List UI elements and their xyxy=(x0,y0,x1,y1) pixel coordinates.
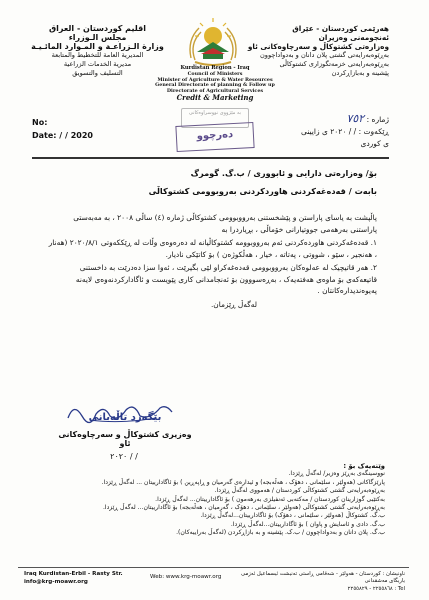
signatory-title: وەزیری کشتوکاڵ و سەرچاوەکانی ئاو xyxy=(58,430,192,448)
ku-no-label: ژمارە : xyxy=(366,115,389,124)
ku-date-value: / / ٢٠٢٠ ی زایینی xyxy=(301,127,357,136)
cc-heading: وێنەیەک بۆ : xyxy=(343,462,385,470)
header-en-line: Minister of Agriculture & Water Resources xyxy=(157,76,273,83)
cc-item: پارێزگاکانی (هەولێر ، سلێمانی ، دهۆک ، هەڵەبجە) و ئیدارەی گەرمیان و ڕاپەڕین ) بۆ ئاگادارییتان ... لەگەڵ ڕێزدا. xyxy=(101,478,385,486)
footer-line: info@krg-moawr.org xyxy=(24,578,88,585)
header-kurdish xyxy=(239,24,389,78)
header-en-line: Kurdistan Region - Iraq xyxy=(180,65,250,71)
ku-no-value: ٧٥٢ xyxy=(346,112,365,125)
footer-address-en xyxy=(24,571,123,586)
header-ku-line: ئەنجومەنی وەزیران xyxy=(318,33,389,42)
date-value: / / 2020 xyxy=(59,131,93,140)
kurdistan-region-emblem-icon xyxy=(183,14,243,68)
letter-body xyxy=(47,212,377,312)
date-label: Date: xyxy=(32,131,57,140)
header-ku-line: پێشینە و بەبازاڕکردن xyxy=(331,69,389,77)
body-paragraph: پاڵپشت بە یاسای پاراستن و پێشخستنی بەرووبوومی کشتوکاڵی ژمارە (٤) ساڵی ٢٠٠٨ ، بە مەبەستی پاراستنی بەرهەمی جووتیارانی خۆماڵی ، بڕیاردرا بە xyxy=(73,213,377,234)
reference-block-ku xyxy=(301,113,389,150)
cc-item: بەکتێبی گوزارینان کوردستان / مەکتەبی ئەنفیلزی بەرهەمون ) بۆ ئاگادارییتان... لەگەڵ ڕێزدا. xyxy=(155,495,385,503)
addressee: بۆ/ وەزارەتی دارایی و ئابووری / ب.گ. گومرگ xyxy=(190,168,377,178)
cc-item: ب.گ. دادی و ئاسایش و پاوان ) بۆ ئاگادارییتان...لەگەڵ ڕێزدا. xyxy=(230,520,385,528)
header-ar-line: اقليم كوردستان - العراق xyxy=(49,24,146,33)
header-en-line: General Directorate of planning & Follow up xyxy=(155,82,275,89)
footer-divider xyxy=(18,567,409,568)
header-ar-line: مديرية الخدمات الزراعية xyxy=(63,60,132,68)
signature-date: / / ٢٠٢٠ xyxy=(110,452,138,461)
closing-regards: لەگەڵ ڕێزمان. xyxy=(210,299,257,309)
cc-item: ب.گ. پلان دانان و بەدواداچوون / ب.ک. پێشینە و بە بازاڕکردن (لەگەڵ بەراییەکان). xyxy=(176,529,385,537)
header-ar-line: التسليف والتسويق xyxy=(72,69,123,77)
cc-item: بەڕێوەبەرایەتی گشتی کشتوکاڵی کوردستان / هەمووی لەگەڵ ڕێزدا. xyxy=(214,487,385,495)
cc-item: ب.گ. کشتوکاڵ (هەولێر ، سلێمانی ، دهۆک) بۆ ئاگادارییتان...لەگەڵ ڕێزدا. xyxy=(200,512,385,520)
header-en-line: Council of Ministers xyxy=(187,70,243,77)
footer-line: Tel : ٢٢٥٥٨٦٨ - ٢٢٥٥٨٢٩ xyxy=(347,585,405,592)
header-ku-line: بەڕێوەبەرایەتی گشتی پلان دانان و بەدواداچوون xyxy=(259,51,389,59)
header-ar-line: المديرية العامة للتخطيط والمتابعة xyxy=(51,51,144,59)
body-paragraph: ١. قەدەغەکردنی هاوردەکردنی ئەم بەرووبوومە کشتوکاڵیانە لە دەرەوەی وڵات لە ڕێککەوتی ٢٠٢٠/٨/١ (هەنار ، هەنجیر ، سێو ، شووتی ، پەتاتە ، خیار ، هەڵکوژەن ) بۆ کاتێکی نادیار. xyxy=(48,238,377,259)
ku-date-kurdish: ی کوردی xyxy=(360,139,389,148)
header-en-line: Credit & Marketing xyxy=(176,92,254,102)
faint-stamp-box: بە مێژووی نووسراوەکانی xyxy=(181,108,249,128)
header-ar-line: مجلس الـوزراء xyxy=(68,33,127,42)
ku-date-label: ڕێکەوت : xyxy=(358,127,389,136)
header-ku-line: هەرێمی کوردستان - عێراق xyxy=(292,24,389,33)
no-label: No: xyxy=(32,118,48,127)
header-ku-line: بەڕێوەبەرایەتی خزمەتگوزاری کشتوکاڵی xyxy=(279,60,389,68)
header-divider xyxy=(32,157,389,159)
footer-line: Iraq Kurdistan-Erbil - Rasty Str. xyxy=(24,571,123,577)
issued-stamp: دەرچوو xyxy=(175,122,254,152)
signatory-name: بێگەرد تاڵەبانی xyxy=(88,412,162,423)
header-ku-line: وەزارەتی کشتوکاڵ و سەرچاوەکانی ئاو xyxy=(247,42,389,51)
footer-web: Web: www.krg-moawr.org xyxy=(150,574,222,580)
header-ar-line: وزارة الـزراعـة و المـوارد المائـيـة xyxy=(31,42,164,51)
cc-item: بەڕێوەبەرایەتی گشتی کشتوکاڵی (هەولێر ، سلێمانی ، دهۆک ، گەرمیان ، هەڵەبجە) بۆ ئاگادارییتان... لەگەڵ ڕێزدا. xyxy=(102,504,385,512)
header-en-line: Directorate of Agricultural Services xyxy=(166,88,264,95)
cc-list xyxy=(35,462,385,538)
body-paragraph: ٢. هەر قاتیچیک لە عەلوەکان بەرووبوومی قەدەغەکراو لێی بگیرێت ، ئەوا سزا دەدرێت بە داخستنی قاتیعەکەی بۆ ماوەی هەفتەیەک ، بەڕەسووون بۆ ئەنجامدانی کاری پێویست و ئاگادارکردنەوەی لایەنە پەیوەندیدارەکانتان . xyxy=(75,263,377,295)
footer-address-ku xyxy=(235,571,405,593)
subject-line: بابەت / قەدەغەکردنی هاوردکردنی بەروبوومی کشتوکاڵی xyxy=(148,186,377,196)
reference-block-en xyxy=(32,116,93,142)
footer-line: ناونیشان : کوردستان - هەولێر - شەقامی ڕاستی تەنیشت ئیسماعیل ئەزمی یاریگای مەشقدانی xyxy=(241,571,405,585)
cc-item: نووسینگەی بەڕێز وەزیر/ لەگەڵ ڕێزدا. xyxy=(288,470,385,478)
